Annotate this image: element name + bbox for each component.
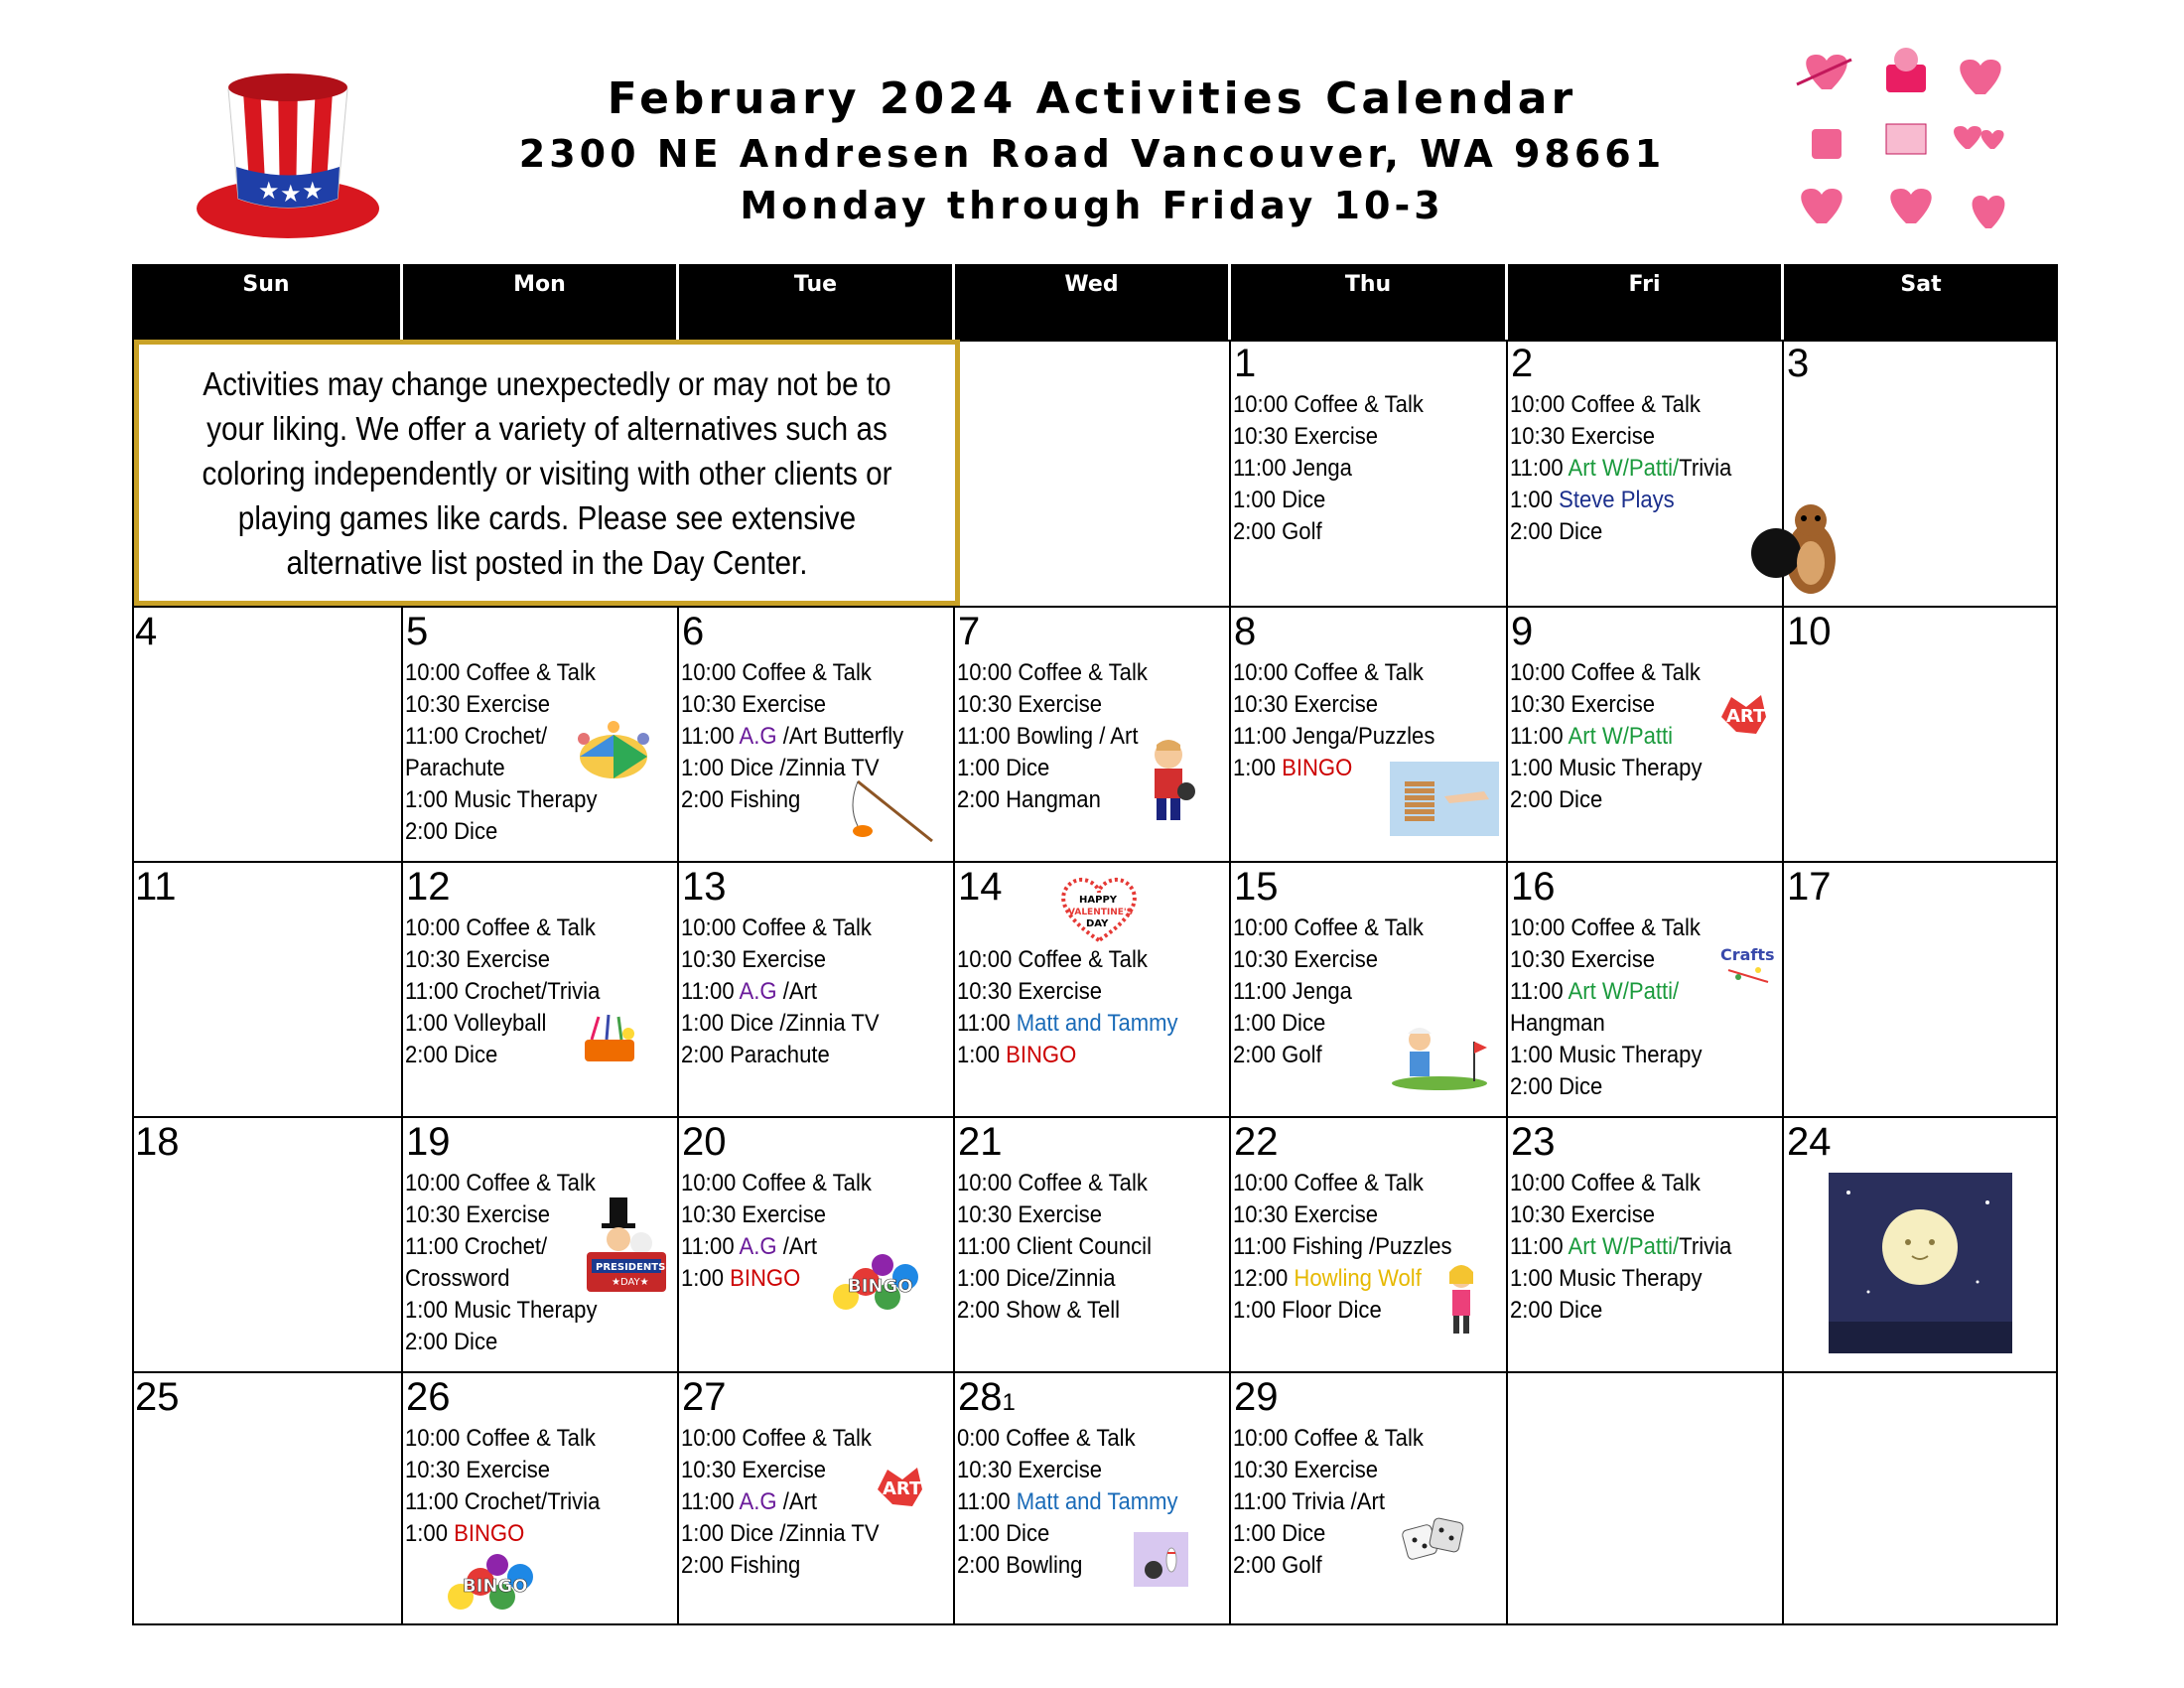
day-number: 13: [682, 865, 727, 909]
activity-line: 10:30 Exercise: [405, 691, 551, 718]
activity-line: 1:00 Dice: [957, 755, 1050, 781]
activity-line: 10:30 Exercise: [957, 1201, 1103, 1228]
weekday-wed: Wed: [955, 264, 1231, 340]
weekday-header-row: [132, 264, 2058, 340]
day-cell: [1508, 1373, 1784, 1625]
day-cell: [1231, 608, 1508, 863]
day-number: 12: [406, 865, 451, 909]
day-number: 20: [682, 1120, 727, 1164]
activity-line: 11:00 Matt and Tammy: [957, 1488, 1178, 1515]
weekday-thu: Thu: [1231, 264, 1508, 340]
crafts-basket-icon: [577, 1012, 641, 1071]
activity-line: 2:00 Dice: [1510, 1073, 1603, 1100]
activity-line: 10:00 Coffee & Talk: [1233, 1425, 1424, 1452]
svg-text:BINGO: BINGO: [848, 1276, 913, 1297]
activity-line: 10:00 Coffee & Talk: [681, 659, 872, 686]
crafts-icon: [1718, 942, 1778, 992]
svg-text:Crafts: Crafts: [1720, 945, 1775, 964]
day-cell: [1784, 1373, 2058, 1625]
activity-line: 1:00 Dice: [957, 1520, 1050, 1547]
activity-line: 1:00 BINGO: [405, 1520, 525, 1547]
day-cell: [132, 1118, 403, 1373]
activity-line: 10:00 Coffee & Talk: [957, 946, 1148, 973]
day-cell: [679, 863, 955, 1118]
day-cell: [403, 863, 679, 1118]
day-cell: [1231, 863, 1508, 1118]
day-cell: [1784, 863, 2058, 1118]
day-cell: [955, 340, 1231, 608]
day-cell: [1784, 608, 2058, 863]
activity-line: 10:30 Exercise: [1233, 1201, 1379, 1228]
day-number: 5: [406, 610, 429, 653]
day-cell: [132, 863, 403, 1118]
activity-line: 11:00 Crochet/: [405, 1233, 548, 1260]
weekday-mon: Mon: [403, 264, 679, 340]
day-cell: [955, 608, 1231, 863]
activity-line: 10:00 Coffee & Talk: [405, 1170, 596, 1196]
svg-text:★: ★: [280, 180, 302, 208]
parachute-icon: [574, 717, 653, 791]
day-cell: [679, 1118, 955, 1373]
activity-list: [1510, 389, 1758, 548]
activity-line: 11:00 Jenga: [1233, 455, 1352, 482]
activity-line: 2:00 Dice: [405, 1329, 498, 1355]
day-number: 4: [135, 610, 158, 653]
activity-line: 10:00 Coffee & Talk: [1233, 914, 1424, 941]
day-cell: [955, 1118, 1231, 1373]
activity-line: 10:00 Coffee & Talk: [1510, 1170, 1701, 1196]
activity-line: 10:00 Coffee & Talk: [1233, 659, 1424, 686]
activity-list: [681, 913, 929, 1071]
activity-line: 10:30 Exercise: [405, 1457, 551, 1483]
weekday-fri: Fri: [1508, 264, 1784, 340]
activity-line: 2:00 Show & Tell: [957, 1297, 1121, 1324]
activity-line: 1:00 BINGO: [957, 1042, 1077, 1068]
activity-line: 10:00 Coffee & Talk: [1510, 391, 1701, 418]
day-number: 29: [1234, 1375, 1279, 1419]
activity-line: 11:00 Matt and Tammy: [957, 1010, 1178, 1037]
dice-icon: [1400, 1512, 1469, 1572]
activity-line: Crossword: [405, 1265, 510, 1292]
day-number: 281: [958, 1375, 1016, 1419]
activity-line: 10:00 Coffee & Talk: [681, 1170, 872, 1196]
day-number: 16: [1511, 865, 1556, 909]
activity-line: 10:30 Exercise: [1233, 1457, 1379, 1483]
activity-line: 1:00 Music Therapy: [405, 1297, 598, 1324]
activity-line: 10:00 Coffee & Talk: [405, 914, 596, 941]
activity-line: 1:00 Dice /Zinnia TV: [681, 755, 880, 781]
jenga-icon: [1390, 762, 1499, 841]
day-number: 21: [958, 1120, 1003, 1164]
day-cell: [1231, 1118, 1508, 1373]
activity-line: 2:00 Dice: [1510, 1297, 1603, 1324]
activity-line: 10:30 Exercise: [1233, 423, 1379, 450]
weekday-sun: Sun: [132, 264, 403, 340]
activity-list: [1510, 913, 1758, 1103]
day-cell: [132, 608, 403, 863]
activity-line: 10:00 Coffee & Talk: [681, 914, 872, 941]
day-cell: [955, 1373, 1231, 1625]
day-number: 15: [1234, 865, 1279, 909]
activity-line: 10:30 Exercise: [1510, 691, 1656, 718]
day-number: 25: [135, 1375, 180, 1419]
activity-line: 12:00 Howling Wolf: [1233, 1265, 1422, 1292]
activity-line: 1:00 Music Therapy: [405, 786, 598, 813]
activity-line: 11:00 A.G /Art Butterfly: [681, 723, 904, 750]
activity-line: 10:00 Coffee & Talk: [405, 659, 596, 686]
activity-line: 11:00 Crochet/Trivia: [405, 1488, 601, 1515]
activity-line: 11:00 A.G /Art: [681, 978, 818, 1005]
activity-line: 2:00 Dice: [405, 1042, 498, 1068]
activity-line: 11:00 Art W/Patti/Trivia: [1510, 455, 1732, 482]
activity-list: [957, 1168, 1205, 1327]
activity-line: 10:30 Exercise: [1233, 691, 1379, 718]
art-icon: [1716, 692, 1771, 742]
page-title: February 2024 Activities Calendar: [607, 73, 1577, 124]
day-cell: [955, 863, 1231, 1118]
activity-line: 10:30 Exercise: [1510, 1201, 1656, 1228]
activity-line: 1:00 Dice /Zinnia TV: [681, 1520, 880, 1547]
svg-text:PRESIDENTS: PRESIDENTS: [596, 1262, 666, 1273]
activity-line: 10:00 Coffee & Talk: [957, 659, 1148, 686]
day-cell: [403, 1373, 679, 1625]
activity-line: 10:30 Exercise: [1510, 946, 1656, 973]
activity-line: 1:00 Dice: [1233, 1520, 1326, 1547]
activity-line: 10:00 Coffee & Talk: [681, 1425, 872, 1452]
day-number: 3: [1787, 342, 1810, 385]
bingo-balls-icon: [828, 1247, 927, 1327]
full-moon-icon: [1829, 1173, 2012, 1358]
activity-line: 10:00 Coffee & Talk: [1510, 914, 1701, 941]
activity-line: 11:00 Crochet/Trivia: [405, 978, 601, 1005]
day-number: 18: [135, 1120, 180, 1164]
weekday-tue: Tue: [679, 264, 955, 340]
activity-line: 1:00 Music Therapy: [1510, 1265, 1703, 1292]
activity-line: 1:00 Floor Dice: [1233, 1297, 1382, 1324]
activity-line: 2:00 Golf: [1233, 1042, 1322, 1068]
day-cell: [1508, 1118, 1784, 1373]
day-number: 11: [135, 865, 177, 909]
valentines-heart-icon: [1054, 873, 1144, 947]
day-number: 19: [406, 1120, 451, 1164]
activity-line: 2:00 Bowling: [957, 1552, 1083, 1579]
day-cell: [403, 1118, 679, 1373]
day-number: 2: [1511, 342, 1534, 385]
activity-line: 11:00 Art W/Patti: [1510, 723, 1674, 750]
activity-line: 2:00 Fishing: [681, 786, 801, 813]
activity-line: 1:00 Dice /Zinnia TV: [681, 1010, 880, 1037]
activity-line: 2:00 Golf: [1233, 518, 1322, 545]
singer-icon: [1439, 1262, 1484, 1341]
activity-line: 2:00 Golf: [1233, 1552, 1322, 1579]
activity-line: 11:00 A.G /Art: [681, 1488, 818, 1515]
day-cell: [1231, 340, 1508, 608]
activity-list: [405, 1423, 653, 1550]
svg-text:ART: ART: [1726, 706, 1766, 727]
golfer-icon: [1390, 1022, 1489, 1096]
svg-text:BINGO: BINGO: [463, 1576, 528, 1597]
day-cell: [679, 1373, 955, 1625]
activity-line: 11:00 Fishing /Puzzles: [1233, 1233, 1452, 1260]
activity-line: 11:00 Jenga: [1233, 978, 1352, 1005]
notice-text: Activities may change unexpectedly or may not be to your liking. We offer a variety of alternatives such as coloring independently or visiting with other clients or playing games like cards. Please see extensive alternative list posted in the Day Center.: [202, 364, 892, 581]
svg-text:★: ★: [258, 177, 280, 205]
activity-line: 10:30 Exercise: [1510, 423, 1656, 450]
day-number: 10: [1787, 610, 1832, 653]
day-number: 8: [1234, 610, 1257, 653]
bowling-icon: [1134, 1532, 1188, 1592]
activity-line: 11:00 Jenga/Puzzles: [1233, 723, 1435, 750]
activity-line: 10:30 Exercise: [405, 1201, 551, 1228]
valentine-icons: [1792, 45, 2020, 243]
svg-text:★DAY★: ★DAY★: [612, 1277, 649, 1288]
activity-line: 1:00 BINGO: [1233, 755, 1353, 781]
art-icon: [873, 1465, 927, 1514]
notice-box: [134, 340, 960, 606]
activity-line: 1:00 BINGO: [681, 1265, 801, 1292]
day-number: 24: [1787, 1120, 1832, 1164]
day-cell: [1784, 1118, 2058, 1373]
activity-line: 1:00 Music Therapy: [1510, 755, 1703, 781]
day-number: 27: [682, 1375, 727, 1419]
activity-line: 1:00 Steve Plays: [1510, 487, 1675, 513]
activity-line: 11:00 Bowling / Art: [957, 723, 1139, 750]
activity-line: 10:00 Coffee & Talk: [1233, 391, 1424, 418]
activity-line: 11:00 Crochet/: [405, 723, 548, 750]
activity-line: 10:00 Coffee & Talk: [405, 1425, 596, 1452]
activity-line: 10:30 Exercise: [681, 691, 827, 718]
activity-list: [1233, 389, 1482, 548]
activity-line: 10:00 Coffee & Talk: [957, 1170, 1148, 1196]
day-number-suffix: 1: [1002, 1389, 1016, 1416]
day-cell: [1508, 863, 1784, 1118]
svg-text:★: ★: [302, 177, 324, 205]
day-number: 26: [406, 1375, 451, 1419]
fishing-rod-icon: [838, 776, 937, 851]
activity-line: 2:00 Fishing: [681, 1552, 801, 1579]
day-cell: [1508, 340, 1784, 608]
day-cell: [1784, 340, 2058, 608]
activity-line: 10:30 Exercise: [681, 946, 827, 973]
presidents-day-icon: [582, 1197, 671, 1302]
activity-line: 2:00 Hangman: [957, 786, 1101, 813]
activity-line: 1:00 Music Therapy: [1510, 1042, 1703, 1068]
activity-line: 11:00 Art W/Patti/Trivia: [1510, 1233, 1732, 1260]
svg-text:VALENTINE'S: VALENTINE'S: [1068, 908, 1134, 917]
activity-line: 10:30 Exercise: [957, 978, 1103, 1005]
day-number: 6: [682, 610, 705, 653]
day-cell: [679, 608, 955, 863]
activity-line: 2:00 Parachute: [681, 1042, 830, 1068]
activity-line: 2:00 Dice: [405, 818, 498, 845]
activity-line: 10:30 Exercise: [957, 1457, 1103, 1483]
activity-line: 2:00 Dice: [1510, 518, 1603, 545]
address: 2300 NE Andresen Road Vancouver, WA 98661: [518, 132, 1666, 176]
activity-list: [1510, 1168, 1758, 1327]
svg-text:ART: ART: [883, 1478, 922, 1499]
activity-line: 10:30 Exercise: [1233, 946, 1379, 973]
hours: Monday through Friday 10-3: [740, 184, 1444, 227]
activity-line: 1:00 Dice: [1233, 1010, 1326, 1037]
activity-line: 10:30 Exercise: [957, 691, 1103, 718]
day-number: 9: [1511, 610, 1534, 653]
activity-line: 11:00 Trivia /Art: [1233, 1488, 1385, 1515]
day-number: 7: [958, 610, 981, 653]
day-number: 14: [958, 865, 1003, 909]
activity-line: 0:00 Coffee & Talk: [957, 1425, 1136, 1452]
activity-line: 10:30 Exercise: [681, 1201, 827, 1228]
svg-text:DAY: DAY: [1086, 918, 1109, 929]
day-number: 1: [1234, 342, 1257, 385]
activity-line: 11:00 A.G /Art: [681, 1233, 818, 1260]
activity-line: 1:00 Dice: [1233, 487, 1326, 513]
day-number: 17: [1787, 865, 1832, 909]
activity-line: 1:00 Dice/Zinnia: [957, 1265, 1116, 1292]
activity-line: 11:00 Art W/Patti/: [1510, 978, 1680, 1005]
activity-line: 10:00 Coffee & Talk: [1510, 659, 1701, 686]
bingo-balls-icon: [443, 1547, 542, 1626]
activity-line: 2:00 Dice: [1510, 786, 1603, 813]
day-cell: [1231, 1373, 1508, 1625]
activity-line: 10:30 Exercise: [681, 1457, 827, 1483]
activity-line: 11:00 Client Council: [957, 1233, 1152, 1260]
weekday-sat: Sat: [1900, 272, 1942, 297]
activity-line: Parachute: [405, 755, 505, 781]
day-cell: [132, 1373, 403, 1625]
day-number: 23: [1511, 1120, 1556, 1164]
day-cell: [1508, 608, 1784, 863]
activity-line: 10:30 Exercise: [405, 946, 551, 973]
activity-line: 1:00 Volleyball: [405, 1010, 547, 1037]
day-cell: [403, 608, 679, 863]
activity-line: 10:00 Coffee & Talk: [1233, 1170, 1424, 1196]
activity-line: Hangman: [1510, 1010, 1605, 1037]
bowler-icon: [1139, 737, 1198, 831]
day-number: 22: [1234, 1120, 1279, 1164]
svg-text:HAPPY: HAPPY: [1079, 895, 1118, 906]
